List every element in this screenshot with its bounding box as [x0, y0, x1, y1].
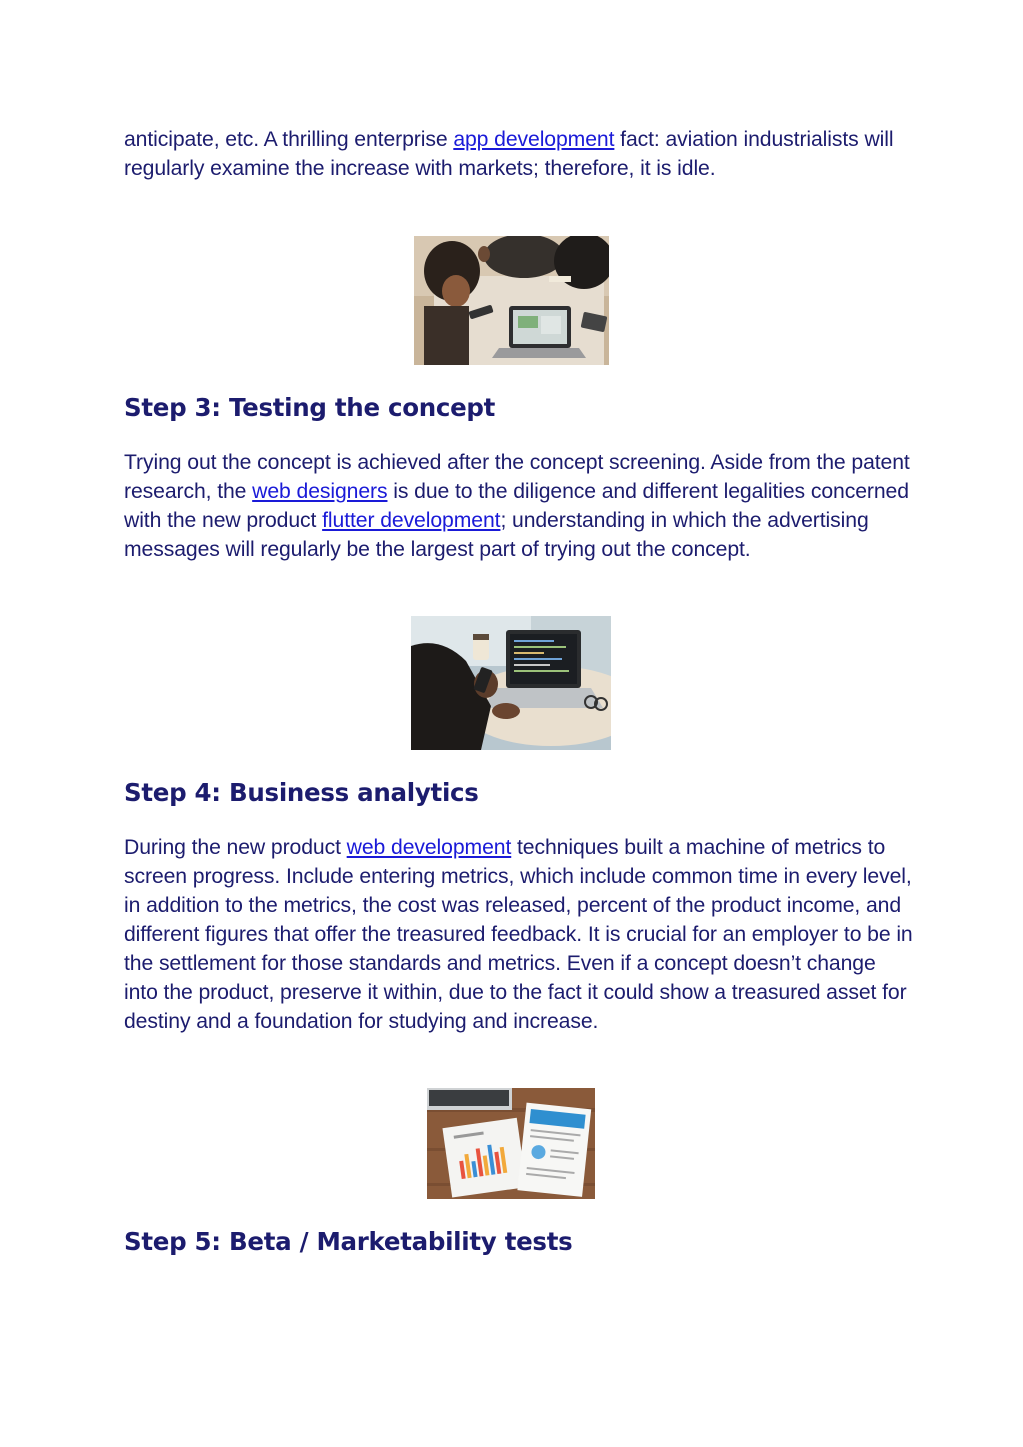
laptop-coding-image: [411, 616, 611, 750]
step3-paragraph: [124, 448, 914, 564]
step4-heading: Step 4: Business analytics: [124, 778, 479, 807]
step3-text-3: ; understanding in which the advertising messages will regularly be the largest part of trying out the concept.: [124, 509, 869, 561]
analytics-reports-image: [427, 1088, 595, 1199]
intro-paragraph: [124, 125, 914, 183]
step4-text-2: techniques built a machine of metrics to screen progress. Include entering metrics, which include common time in every level, in addition to the metrics, the cost was released, percent of the product income, and different figures that offer the treasured feedback. It is crucial for an employer to be in the settlement for those standards and metrics. Even if a concept doesn’t change into the product, preserve it within, due to the fact it could show a treasured asset for destiny and a foundation for studying and increase.: [124, 836, 913, 1033]
step3-text-2: is due to the diligence and different legalities concerned with the new product: [124, 480, 909, 532]
flutter-development-link[interactable]: flutter development: [322, 509, 501, 532]
web-development-link[interactable]: web development: [346, 836, 512, 859]
team-meeting-image: [414, 236, 609, 365]
intro-text-after: fact: aviation industrialists will regularly examine the increase with markets; therefore, it is idle.: [124, 128, 894, 180]
step4-paragraph: [124, 833, 914, 1036]
app-development-link[interactable]: app development: [453, 128, 615, 151]
step3-heading: Step 3: Testing the concept: [124, 393, 496, 422]
web-designers-link[interactable]: web designers: [252, 480, 388, 503]
intro-text-before: anticipate, etc. A thrilling enterprise: [124, 128, 454, 151]
step3-text-1: Trying out the concept is achieved after the concept screening. Aside from the patent research, the: [124, 451, 910, 503]
step5-heading: Step 5: Beta / Marketability tests: [124, 1227, 573, 1256]
step4-text-1: During the new product: [124, 836, 347, 859]
